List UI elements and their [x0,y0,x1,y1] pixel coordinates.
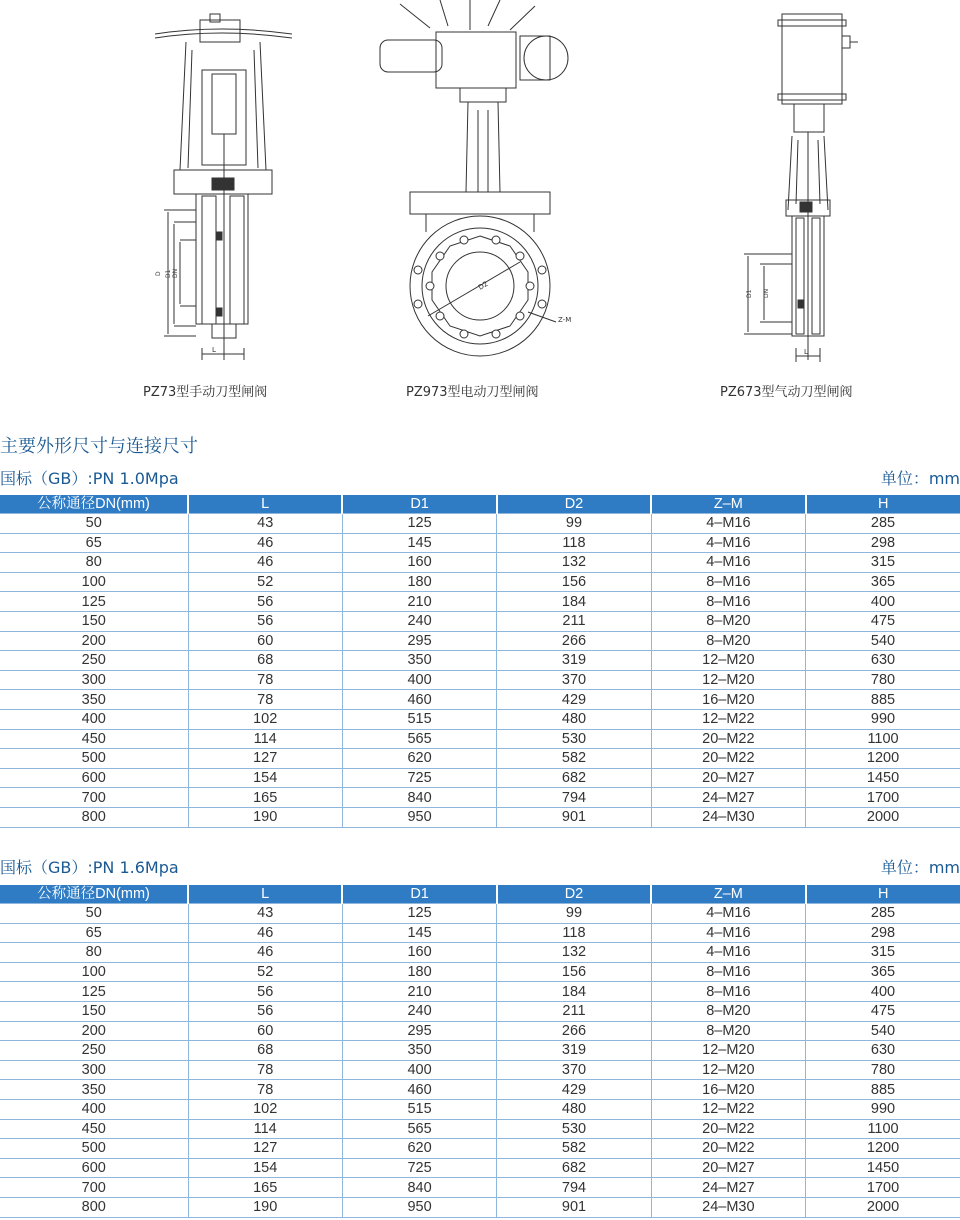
cell-dn: 150 [0,611,188,631]
cell-l: 52 [188,572,342,592]
cell-h: 990 [806,709,960,729]
section-title: 主要外形尺寸与连接尺寸 [0,436,198,457]
table-row [0,709,960,729]
cell-d2: 132 [497,943,651,963]
cell-dn: 250 [0,651,188,671]
cell-d2: 211 [497,611,651,631]
cell-l: 56 [188,611,342,631]
cell-l: 154 [188,768,342,788]
table-row [0,1178,960,1198]
cell-zm: 4–M16 [651,553,805,573]
cell-l: 78 [188,1060,342,1080]
cell-d2: 794 [497,1178,651,1198]
table-row [0,1119,960,1139]
cell-d2: 582 [497,749,651,769]
cell-d2: 530 [497,1119,651,1139]
col-header-dn: 公称通径DN(mm) [0,885,188,904]
cell-dn: 65 [0,533,188,553]
cell-l: 102 [188,1099,342,1119]
cell-zm: 4–M16 [651,514,805,534]
manual-valve-drawing [140,0,320,400]
cell-dn: 125 [0,592,188,612]
cell-h: 1100 [806,729,960,749]
cell-h: 2000 [806,1197,960,1217]
cell-zm: 16–M20 [651,1080,805,1100]
pneumatic-valve-drawing [730,0,870,400]
cell-dn: 450 [0,1119,188,1139]
cell-d1: 725 [342,768,496,788]
cell-h: 298 [806,533,960,553]
spec-table-pn10 [0,495,960,828]
cell-dn: 200 [0,631,188,651]
cell-d2: 99 [497,514,651,534]
table-row [0,631,960,651]
cell-zm: 24–M30 [651,807,805,827]
table-header-row [0,495,960,514]
cell-d2: 582 [497,1139,651,1159]
table-row [0,962,960,982]
cell-zm: 12–M22 [651,1099,805,1119]
cell-d1: 125 [342,904,496,924]
table-row [0,611,960,631]
cell-l: 127 [188,749,342,769]
cell-d1: 240 [342,611,496,631]
cell-l: 102 [188,709,342,729]
table-row [0,553,960,573]
cell-zm: 20–M27 [651,1158,805,1178]
cell-d1: 460 [342,1080,496,1100]
cell-h: 630 [806,651,960,671]
col-header-zm: Z–M [651,885,805,904]
cell-zm: 4–M16 [651,923,805,943]
table-row [0,729,960,749]
cell-h: 400 [806,982,960,1002]
cell-l: 56 [188,592,342,612]
cell-zm: 8–M20 [651,1001,805,1021]
cell-dn: 500 [0,1139,188,1159]
cell-d1: 460 [342,690,496,710]
cell-zm: 8–M16 [651,962,805,982]
cell-d2: 480 [497,1099,651,1119]
cell-d1: 295 [342,1021,496,1041]
cell-h: 1700 [806,788,960,808]
cell-h: 475 [806,1001,960,1021]
cell-zm: 12–M20 [651,1060,805,1080]
table-row [0,1139,960,1159]
cell-d2: 211 [497,1001,651,1021]
caption-pneumatic-valve: PZ673型气动刀型闸阀 [720,385,853,400]
cell-zm: 20–M22 [651,749,805,769]
cell-d2: 530 [497,729,651,749]
table-row [0,943,960,963]
cell-l: 46 [188,923,342,943]
cell-h: 475 [806,611,960,631]
table-body [0,514,960,828]
cell-h: 365 [806,962,960,982]
table-row [0,533,960,553]
table-row [0,923,960,943]
table-row [0,670,960,690]
cell-h: 780 [806,1060,960,1080]
table-body [0,904,960,1218]
cell-l: 127 [188,1139,342,1159]
cell-d2: 370 [497,1060,651,1080]
cell-zm: 16–M20 [651,690,805,710]
cell-d1: 210 [342,982,496,1002]
cell-l: 78 [188,670,342,690]
cell-d1: 725 [342,1158,496,1178]
cell-d1: 400 [342,670,496,690]
cell-zm: 20–M22 [651,1119,805,1139]
col-header-l: L [188,495,342,514]
cell-h: 365 [806,572,960,592]
cell-d2: 266 [497,631,651,651]
cell-l: 78 [188,1080,342,1100]
cell-dn: 150 [0,1001,188,1021]
cell-d1: 180 [342,962,496,982]
cell-d2: 682 [497,1158,651,1178]
cell-h: 2000 [806,807,960,827]
cell-d1: 620 [342,1139,496,1159]
cell-d1: 295 [342,631,496,651]
table2-unit: 单位：mm [880,858,960,877]
col-header-d1: D1 [342,885,496,904]
cell-dn: 350 [0,1080,188,1100]
table-row [0,514,960,534]
cell-d1: 160 [342,943,496,963]
cell-zm: 20–M22 [651,1139,805,1159]
cell-dn: 400 [0,709,188,729]
cell-d2: 156 [497,572,651,592]
dim-label-D: D [155,271,162,276]
cell-dn: 300 [0,670,188,690]
cell-d1: 240 [342,1001,496,1021]
cell-zm: 24–M30 [651,1197,805,1217]
cell-d1: 565 [342,1119,496,1139]
cell-h: 1200 [806,1139,960,1159]
cell-dn: 300 [0,1060,188,1080]
cell-zm: 24–M27 [651,1178,805,1198]
cell-dn: 600 [0,1158,188,1178]
cell-d2: 794 [497,788,651,808]
electric-valve-drawing [370,0,580,400]
cell-h: 315 [806,553,960,573]
cell-d1: 145 [342,533,496,553]
table-row [0,982,960,1002]
cell-dn: 400 [0,1099,188,1119]
table-row [0,1021,960,1041]
cell-l: 60 [188,631,342,651]
cell-zm: 8–M20 [651,1021,805,1041]
col-header-d1: D1 [342,495,496,514]
table-header-row [0,885,960,904]
cell-dn: 700 [0,1178,188,1198]
table-row [0,1158,960,1178]
caption-electric-valve: PZ973型电动刀型闸阀 [406,385,539,400]
cell-d1: 350 [342,651,496,671]
dim-label-D2: D2 [477,279,490,292]
cell-d1: 840 [342,788,496,808]
cell-h: 285 [806,904,960,924]
cell-zm: 20–M27 [651,768,805,788]
cell-h: 1700 [806,1178,960,1198]
cell-dn: 450 [0,729,188,749]
dim-label-L: L [212,346,216,354]
table-row [0,749,960,769]
col-header-h: H [806,885,960,904]
cell-d2: 99 [497,904,651,924]
cell-h: 540 [806,631,960,651]
cell-h: 630 [806,1041,960,1061]
cell-dn: 250 [0,1041,188,1061]
cell-d2: 480 [497,709,651,729]
cell-d1: 350 [342,1041,496,1061]
cell-zm: 12–M20 [651,670,805,690]
cell-dn: 50 [0,904,188,924]
cell-zm: 8–M16 [651,572,805,592]
dim-label-DN-pneumatic: DN [763,288,770,298]
cell-d2: 156 [497,962,651,982]
cell-dn: 65 [0,923,188,943]
cell-h: 315 [806,943,960,963]
col-header-h: H [806,495,960,514]
cell-zm: 4–M16 [651,904,805,924]
cell-dn: 100 [0,962,188,982]
cell-d1: 180 [342,572,496,592]
cell-d1: 210 [342,592,496,612]
table2-standard: 国标（GB）:PN 1.6Mpa [0,858,179,877]
cell-l: 56 [188,982,342,1002]
cell-d2: 682 [497,768,651,788]
cell-d1: 400 [342,1060,496,1080]
cell-zm: 8–M16 [651,592,805,612]
cell-d1: 160 [342,553,496,573]
cell-dn: 800 [0,1197,188,1217]
cell-d2: 429 [497,690,651,710]
col-header-zm: Z–M [651,495,805,514]
cell-l: 43 [188,514,342,534]
cell-h: 885 [806,1080,960,1100]
cell-zm: 12–M20 [651,1041,805,1061]
cell-l: 114 [188,729,342,749]
cell-l: 60 [188,1021,342,1041]
cell-l: 46 [188,553,342,573]
cell-zm: 8–M20 [651,611,805,631]
cell-d2: 118 [497,923,651,943]
cell-d1: 840 [342,1178,496,1198]
cell-zm: 24–M27 [651,788,805,808]
cell-d2: 184 [497,982,651,1002]
cell-l: 78 [188,690,342,710]
cell-d1: 515 [342,709,496,729]
dim-label-D1: D1 [165,269,172,278]
cell-zm: 8–M20 [651,631,805,651]
cell-dn: 700 [0,788,188,808]
cell-l: 52 [188,962,342,982]
cell-d2: 184 [497,592,651,612]
cell-h: 1450 [806,1158,960,1178]
cell-zm: 20–M22 [651,729,805,749]
dim-label-DN: DN [172,268,179,278]
table-row [0,1041,960,1061]
cell-zm: 4–M16 [651,533,805,553]
cell-dn: 80 [0,943,188,963]
dim-label-ZM: Z-M [558,316,572,324]
table-row [0,1001,960,1021]
cell-zm: 12–M22 [651,709,805,729]
cell-d1: 515 [342,1099,496,1119]
cell-d2: 319 [497,1041,651,1061]
cell-h: 285 [806,514,960,534]
cell-dn: 100 [0,572,188,592]
cell-dn: 600 [0,768,188,788]
cell-d1: 950 [342,1197,496,1217]
cell-d2: 132 [497,553,651,573]
cell-h: 298 [806,923,960,943]
cell-l: 56 [188,1001,342,1021]
table-row [0,1099,960,1119]
cell-h: 400 [806,592,960,612]
cell-l: 114 [188,1119,342,1139]
table-row [0,690,960,710]
cell-d2: 429 [497,1080,651,1100]
table-row [0,807,960,827]
col-header-d2: D2 [497,495,651,514]
cell-h: 990 [806,1099,960,1119]
cell-l: 43 [188,904,342,924]
cell-zm: 8–M16 [651,982,805,1002]
cell-l: 68 [188,1041,342,1061]
spec-table-pn16 [0,885,960,1218]
cell-h: 1100 [806,1119,960,1139]
cell-l: 190 [188,1197,342,1217]
table-row [0,1197,960,1217]
table-row [0,1060,960,1080]
col-header-d2: D2 [497,885,651,904]
table-row [0,592,960,612]
table1-standard: 国标（GB）:PN 1.0Mpa [0,469,179,488]
cell-dn: 500 [0,749,188,769]
cell-l: 46 [188,943,342,963]
table-row [0,904,960,924]
cell-dn: 800 [0,807,188,827]
cell-l: 165 [188,788,342,808]
cell-l: 165 [188,1178,342,1198]
col-header-l: L [188,885,342,904]
cell-d1: 565 [342,729,496,749]
cell-h: 780 [806,670,960,690]
cell-l: 190 [188,807,342,827]
cell-d2: 370 [497,670,651,690]
col-header-dn: 公称通径DN(mm) [0,495,188,514]
cell-d2: 319 [497,651,651,671]
cell-dn: 50 [0,514,188,534]
table-row [0,651,960,671]
cell-h: 885 [806,690,960,710]
table1-unit: 单位：mm [880,469,960,488]
cell-d1: 145 [342,923,496,943]
caption-manual-valve: PZ73型手动刀型闸阀 [143,385,268,400]
cell-d2: 118 [497,533,651,553]
cell-zm: 12–M20 [651,651,805,671]
cell-d2: 266 [497,1021,651,1041]
dim-label-D1-pneumatic: D1 [746,289,753,298]
table-row [0,572,960,592]
cell-l: 68 [188,651,342,671]
cell-dn: 125 [0,982,188,1002]
cell-zm: 4–M16 [651,943,805,963]
table-row [0,1080,960,1100]
cell-dn: 80 [0,553,188,573]
cell-h: 1200 [806,749,960,769]
dim-label-L-pneumatic: L [804,348,808,356]
cell-d1: 125 [342,514,496,534]
cell-d2: 901 [497,807,651,827]
table-row [0,768,960,788]
table-row [0,788,960,808]
cell-h: 1450 [806,768,960,788]
cell-l: 154 [188,1158,342,1178]
cell-dn: 350 [0,690,188,710]
cell-d2: 901 [497,1197,651,1217]
cell-d1: 950 [342,807,496,827]
cell-d1: 620 [342,749,496,769]
cell-dn: 200 [0,1021,188,1041]
cell-h: 540 [806,1021,960,1041]
cell-l: 46 [188,533,342,553]
